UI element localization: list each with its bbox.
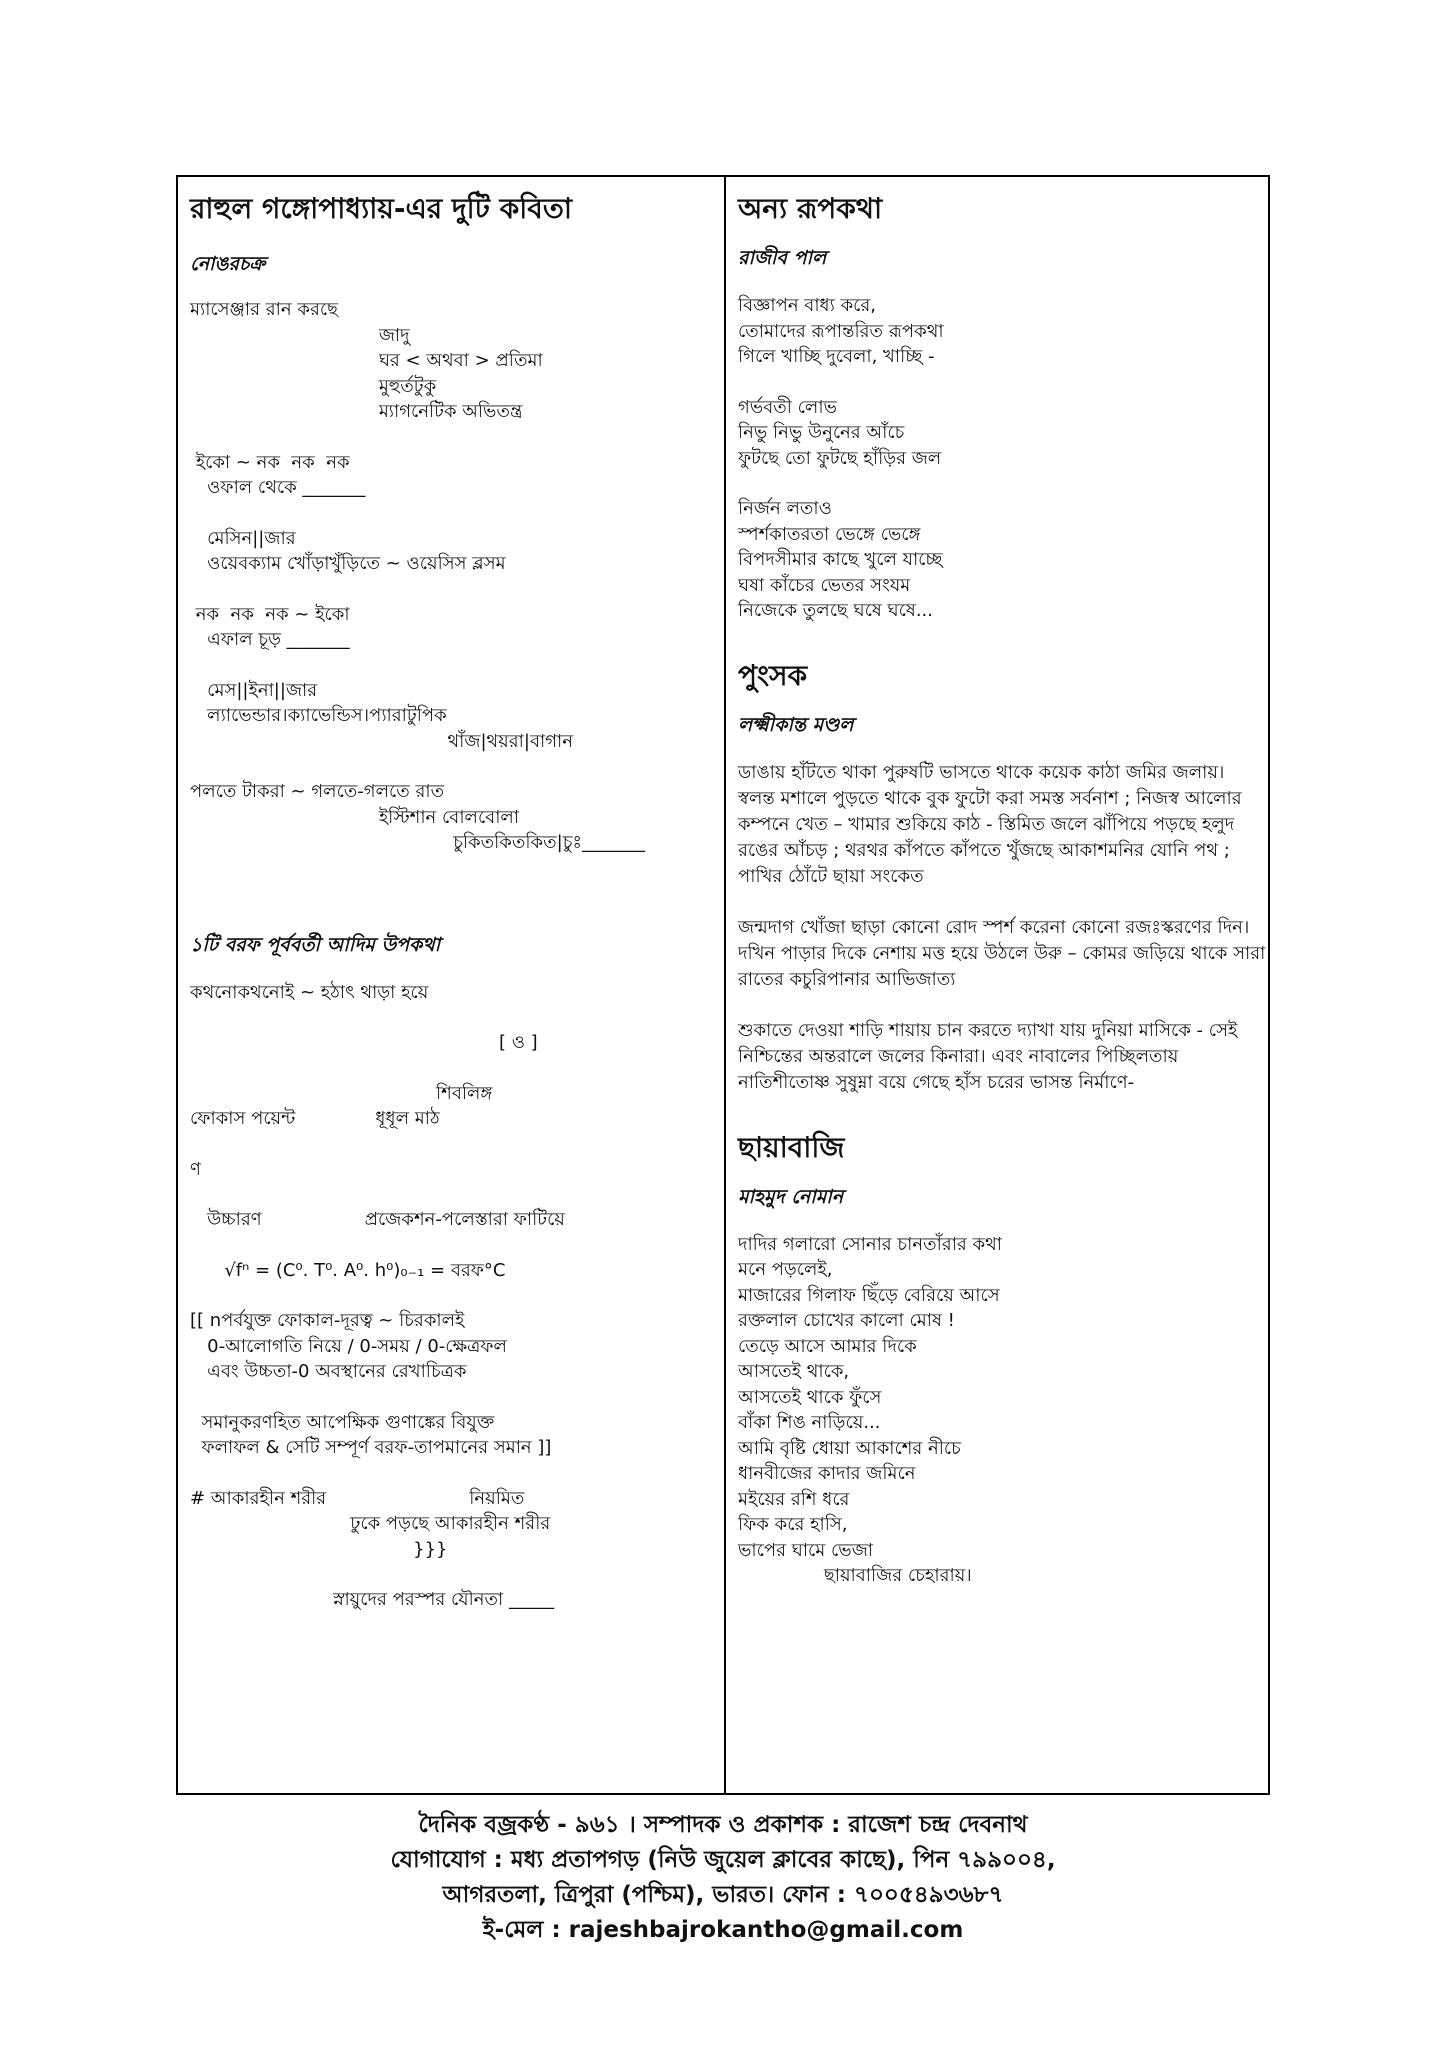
footer-line: আগরতলা, ত্রিপুরা (পশ্চিম), ভারত। ফোন : ৭০০৫৪৯৩৬৮৭ xyxy=(442,1882,1004,1908)
stanza-break xyxy=(190,577,718,602)
poem-line: বিপদসীমার কাছে খুলে যাচ্ছে xyxy=(738,549,943,570)
content-frame xyxy=(176,175,1270,1795)
poem-line: }}} xyxy=(190,1538,448,1560)
poem-line: ম্যাসেঞ্জার রান করছে xyxy=(190,299,338,320)
poem-line: ঢুকে পড়ছে আকারহীন শরীর xyxy=(190,1513,551,1534)
poem-title-pungsok: পুংসক xyxy=(738,658,808,692)
poem-line: ওয়েবক্যাম খোঁড়াখুঁড়িতে ~ ওয়েসিস ব্লসম xyxy=(190,553,506,574)
stanza-break xyxy=(190,1005,718,1030)
poem-line: দাদির গলারো সোনার চানতাঁরার কথা xyxy=(738,1233,1003,1255)
author-rajib-pal: রাজীব পাল xyxy=(738,247,827,269)
column-divider xyxy=(724,177,726,1793)
poem-line: মনে পড়লেই, xyxy=(738,1259,833,1280)
poem-body-onno-rupkotha xyxy=(738,293,1266,624)
poem-line: ধানবীজের কাদার জমিনে xyxy=(738,1463,916,1484)
poem-line: থাঁজ|থয়রা|বাগান xyxy=(190,730,573,752)
poem-line: ফিক করে হাসি, xyxy=(738,1514,848,1535)
poem-line: ঘষা কাঁচের ভেতর সংযম xyxy=(738,574,911,596)
poem-line: ইস্টিশান বোলবোলা xyxy=(190,806,520,828)
poem-line: ওফাল থেকে _______ xyxy=(190,477,366,498)
poem-line: নির্জন লতাও xyxy=(738,498,832,519)
poem-line: [[ nপর্বযুক্ত ফোকাল-দূরত্ব ~ চিরকালই xyxy=(190,1310,465,1331)
stanza-break xyxy=(190,1233,718,1258)
stanza-break xyxy=(190,1056,718,1081)
poem-line: ফুটছে তো ফুটছে হাঁড়ির জল xyxy=(738,447,942,469)
stanza-break xyxy=(738,370,1266,395)
poem-line: তোমাদের রূপান্তরিত রূপকথা xyxy=(738,320,944,342)
poem-line: গর্ভবতী লোভ xyxy=(738,396,837,418)
poem-line: নিভু নিভু উনুনের আঁচে xyxy=(738,422,905,443)
poem-line: নিজেকে তুলছে ঘষে ঘষে... xyxy=(738,600,933,621)
paragraph-break xyxy=(738,993,1266,1018)
stanza-break xyxy=(190,501,718,526)
poem-line: শিবলিঙ্গ xyxy=(190,1082,493,1104)
poem-line: মাজারের গিলাফ ছিঁড়ে বেরিয়ে আসে xyxy=(738,1284,1000,1306)
poem-line: মেসিন||জার xyxy=(190,527,296,549)
poem-body-pungsok xyxy=(738,760,1266,1096)
poem-line: ল্যাভেন্ডার।ক্যাভেন্ডিস।প্যারাটুপিক xyxy=(190,705,447,726)
poem-title-barof-upokotha: ১টি বরফ পূর্ববর্তী আদিম উপকথা xyxy=(190,933,441,956)
poem-line: মেস||ইনা||জার xyxy=(190,679,318,701)
poem-line: [ ও ] xyxy=(190,1032,538,1053)
prose-paragraph: জন্মদাগ খোঁজা ছাড়া কোনো রোদ স্পর্শ করেনা কোনো রজঃস্করণের দিন। দখিন পাড়ার দিকে নেশায় মত্ত হয়ে উঠলে উরু – কোমর জড়িয়ে থাকে সারা রাতের কচুরিপানার আভিজাত্য xyxy=(738,916,1266,990)
footer-line: ই-মেল : rajeshbajrokantho@gmail.com xyxy=(482,1917,964,1943)
poem-line: √fⁿ = (C⁰. T⁰. A⁰. h⁰)₀₋₁ = বরফ°C xyxy=(190,1259,506,1281)
poem-line: উচ্চারণ প্রজেকশন-পলেস্তারা ফাটিয়ে xyxy=(190,1209,565,1230)
poem-line: আসতেই থাকে ফুঁসে xyxy=(738,1386,882,1408)
poem-line: ঘর < অথবা > প্রতিমা xyxy=(190,350,543,371)
poem-line: পলতে টাকরা ~ গলতে-গলতে রাত xyxy=(190,781,445,802)
poem-line: 0-আলোগতি নিয়ে / 0-সময় / 0-ক্ষেত্রফল xyxy=(190,1335,507,1357)
footer-line: দৈনিক বজ্রকণ্ঠ - ৯৬১ । সম্পাদক ও প্রকাশক : রাজেশ চন্দ্র দেবনাথ xyxy=(418,1812,1028,1838)
poem-line: ফলাফল & সেটি সম্পূর্ণ বরফ-তাপমানের সমান ]] xyxy=(190,1437,552,1458)
author-mahmud-noman: মাহমুদ নোমান xyxy=(738,1185,844,1208)
poem-line: জাদু xyxy=(190,324,410,346)
prose-paragraph: শুকাতে দেওয়া শাড়ি শায়ায় চান করতে দ্যাখা যায় দুনিয়া মাসিকে - সেই নিশ্চিন্তের অন্তরালে জলের কিনারা। এবং নাবালের পিচ্ছিলতায় নাতিশীতোষ্ণ সুষুম্না বয়ে গেছে হাঁস চরের ভাসন্ত নির্মাণে- xyxy=(738,1019,1238,1093)
poem-line: ম্যাগনেটিক অভিতন্ত্র xyxy=(190,401,523,422)
stanza-break xyxy=(190,1182,718,1207)
poem-line: মইয়ের রশি ধরে xyxy=(738,1488,850,1510)
left-column xyxy=(190,191,718,1613)
poem-body-barof-upokotha xyxy=(190,980,718,1613)
poem-line: গিলে খাচ্ছি দুবেলা, খাচ্ছি - xyxy=(738,346,935,367)
poem-line: নক নক নক ~ ইকো xyxy=(190,603,350,625)
poem-line: ইকো ~ নক নক নক xyxy=(190,451,350,473)
poem-line: ছায়াবাজির চেহারায়। xyxy=(738,1565,972,1586)
poem-body-chhayabaji xyxy=(738,1232,1266,1589)
publication-footer xyxy=(176,1808,1270,1948)
footer-line: যোগাযোগ : মধ্য প্রতাপগড় (নিউ জুয়েল ক্লাবের কাছে), পিন ৭৯৯০০৪, xyxy=(390,1847,1056,1873)
poem-line: এবং উচ্চতা-0 অবস্থানের রেখাচিত্রক xyxy=(190,1361,467,1382)
poem-line: আমি বৃষ্টি ধোয়া আকাশের নীচে xyxy=(738,1437,961,1459)
poem-line: এফাল চূড় _______ xyxy=(190,629,350,650)
stanza-break xyxy=(190,653,718,678)
left-section-title: রাহুল গঙ্গোপাধ্যায়-এর দুটি কবিতা xyxy=(190,192,572,225)
stanza-break xyxy=(190,1283,718,1308)
poem-title-nongorchakra: নোঙরচক্র xyxy=(190,253,266,275)
prose-paragraph: ডাঙায় হাঁটতে থাকা পুরুষটি ভাসতে থাকে কয়েক কাঠা জমির জলায়। স্বলন্ত মশালে পুড়তে থাকে বুক ফুটো করা সমস্ত সর্বনাশ ; নিজস্ব আলোর কম্পনে খেত – খামার শুকিয়ে কাঠ - স্তিমিত জলে ঝাঁপিয়ে পড়ছে হলুদ রঙের আঁচড় ; থরথর কাঁপতে কাঁপতে খুঁজছে আকাশমনির যোনি পথ ; পাখির ঠোঁটে ছায়া সংকেত xyxy=(738,761,1242,887)
author-lakshmikanta-mondal: লক্ষ্মীকান্ত মণ্ডল xyxy=(738,713,854,736)
poem-line: ভাপের ঘামে ভেজা xyxy=(738,1539,874,1561)
poem-line: রক্তলাল চোখের কালো মোষ ! xyxy=(738,1310,955,1331)
stanza-break xyxy=(190,754,718,779)
poem-line: তেড়ে আসে আমার দিকে xyxy=(738,1335,917,1357)
poem-line: ণ xyxy=(190,1158,201,1180)
poem-line: স্নায়ুদের পরস্পর যৌনতা _____ xyxy=(190,1589,554,1610)
poem-line: সমানুকরণহিত আপেক্ষিক গুণাঙ্কের বিযুক্ত xyxy=(190,1411,495,1433)
stanza-break xyxy=(190,1385,718,1410)
poem-line: ফোকাস পয়েন্ট ধূধূল মাঠ xyxy=(190,1108,440,1129)
stanza-break xyxy=(190,425,718,450)
poem-line: স্পর্শকাতরতা ভেঙ্গে ভেঙ্গে xyxy=(738,523,921,545)
poem-title-onno-rupkotha: অন্য রূপকথা xyxy=(738,192,883,225)
poem-title-chhayabaji: ছায়াবাজি xyxy=(738,1130,845,1164)
poem-body-nongorchakra xyxy=(190,297,718,856)
poem-line: আসতেই থাকে, xyxy=(738,1361,850,1382)
poem-line: # আকারহীন শরীর নিয়মিত xyxy=(190,1487,525,1509)
poem-line: বাঁকা শিঙ নাড়িয়ে... xyxy=(738,1412,881,1433)
poem-line: মুহুর্তটুকু xyxy=(190,375,437,397)
stanza-break xyxy=(190,1461,718,1486)
poem-line: বিজ্ঞাপন বাধ্য করে, xyxy=(738,295,877,316)
paragraph-break xyxy=(738,890,1266,915)
poem-line: চুকিতকিতকিত|চুঃ_______ xyxy=(190,832,646,853)
stanza-break xyxy=(190,1562,718,1587)
stanza-break xyxy=(190,1132,718,1157)
stanza-break xyxy=(738,471,1266,496)
poem-line: কথনোকথনোই ~ হঠাৎ থাড়া হয়ে xyxy=(190,981,429,1003)
right-column xyxy=(738,191,1266,1589)
